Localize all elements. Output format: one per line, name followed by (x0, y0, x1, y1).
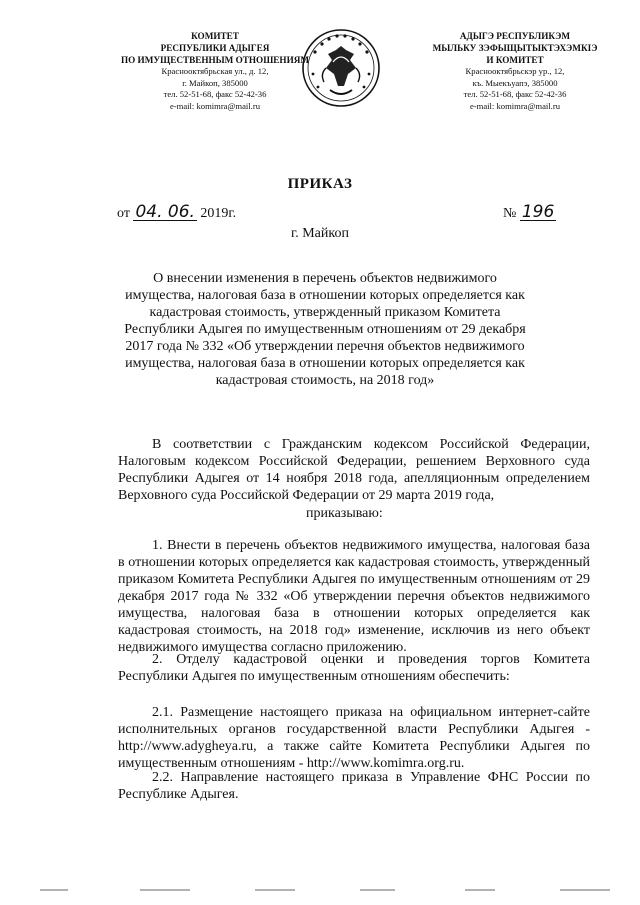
number-value: 196 (521, 202, 555, 222)
item-2-1-paragraph: 2.1. Размещение настоящего приказа на официальном интернет-сайте исполнительных органов государственной власти Республики Адыгея - http://www.adygheya.ru, а также сайте Комитета Республики Адыгея по имущественным отношениям - http://www.komimra.org.ru. (118, 705, 590, 771)
header-left-address-line: г. Майкоп, 385000 (182, 77, 248, 88)
header-right-address-line: Краснооктябрьскэр ур., 12, (465, 66, 565, 76)
item-2-paragraph: 2. Отделу кадастровой оценки и проведения торгов Комитета Республики Адыгея по имущественным отношениям обеспечить: (118, 652, 590, 684)
header-left-block (95, 30, 335, 112)
header-left-address-line: e-mail: komimra@mail.ru (169, 100, 260, 111)
header-right-org-line: АДЫГЭ РЕСПУБЛИКЭМ (459, 31, 571, 41)
order-subject: О внесении изменения в перечень объектов недвижимого имущества, налоговая база в отношении которых определяется как кадастровая стоимость, утвержденный приказом Комитета Республики Адыгея по имущественным отношениям от 29 декабря 2017 года № 332 «Об утверждении перечня объектов недвижимого имущества, налоговая база в отношении которых определяется как кадастровая стоимость, на 2018 год» (124, 271, 526, 388)
date-day-month: 04. 06. (135, 202, 195, 222)
header-right-address-line: e-mail: komimra@mail.ru (469, 100, 560, 111)
footer-rule (40, 888, 610, 892)
order-date (117, 204, 236, 222)
header-left-org-line: РЕСПУБЛИКИ АДЫГЕЯ (160, 43, 270, 53)
header-right-address-line: къ. Мыекъуапэ, 385000 (472, 77, 558, 88)
item-2-2-paragraph: 2.2. Направление настоящего приказа в Управление ФНС России по Республике Адыгея. (118, 770, 590, 802)
header-left-address-line: Краснооктябрьская ул., д. 12, (161, 66, 269, 76)
header-right-org-line: И КОМИТЕТ (486, 55, 544, 65)
header-left-org-line: ПО ИМУЩЕСТВЕННЫМ ОТНОШЕНИЯМ (120, 55, 310, 65)
header-right-block (395, 30, 635, 112)
header-right-address-line: тел. 52-51-68, факс 52-42-36 (463, 89, 567, 100)
order-number (503, 204, 556, 222)
document-title: ПРИКАЗ (287, 176, 353, 192)
header-left-address-line: тел. 52-51-68, факс 52-42-36 (163, 89, 267, 100)
header-left-org-line: КОМИТЕТ (191, 31, 239, 41)
city: г. Майкоп (291, 226, 349, 241)
preamble-paragraph: В соответствии с Гражданским кодексом Российской Федерации, Налоговым кодексом Российской Федерации, решением Верховного суда Республики Адыгея от 14 ноября 2018 года, апелляционным определением Верховного суда Российской Федерации от 29 марта 2019 года, (118, 437, 590, 503)
adygea-coat-of-arms-icon (300, 24, 382, 112)
number-prefix: № (503, 206, 517, 221)
item-1-paragraph: 1. Внести в перечень объектов недвижимого имущества, налоговая база в отношении которых определяется как кадастровая стоимость, утвержденный приказом Комитета Республики Адыгея по имущественным отношениям от 29 декабря 2017 года № 332 «Об утверждении перечня объектов недвижимого имущества, налоговая база в отношении которых определяется как кадастровая стоимость, на 2018 год» изменение, исключив из него объект недвижимого имущества согласно приложению. (118, 538, 590, 655)
order-word: приказываю: (306, 506, 383, 521)
date-year: 2019г. (200, 206, 237, 221)
header-right-org-line: МЫЛЬКУ ЗЭФЫЩЫТЫКТЭХЭМКІЭ (432, 43, 598, 53)
date-prefix: от (117, 206, 130, 221)
